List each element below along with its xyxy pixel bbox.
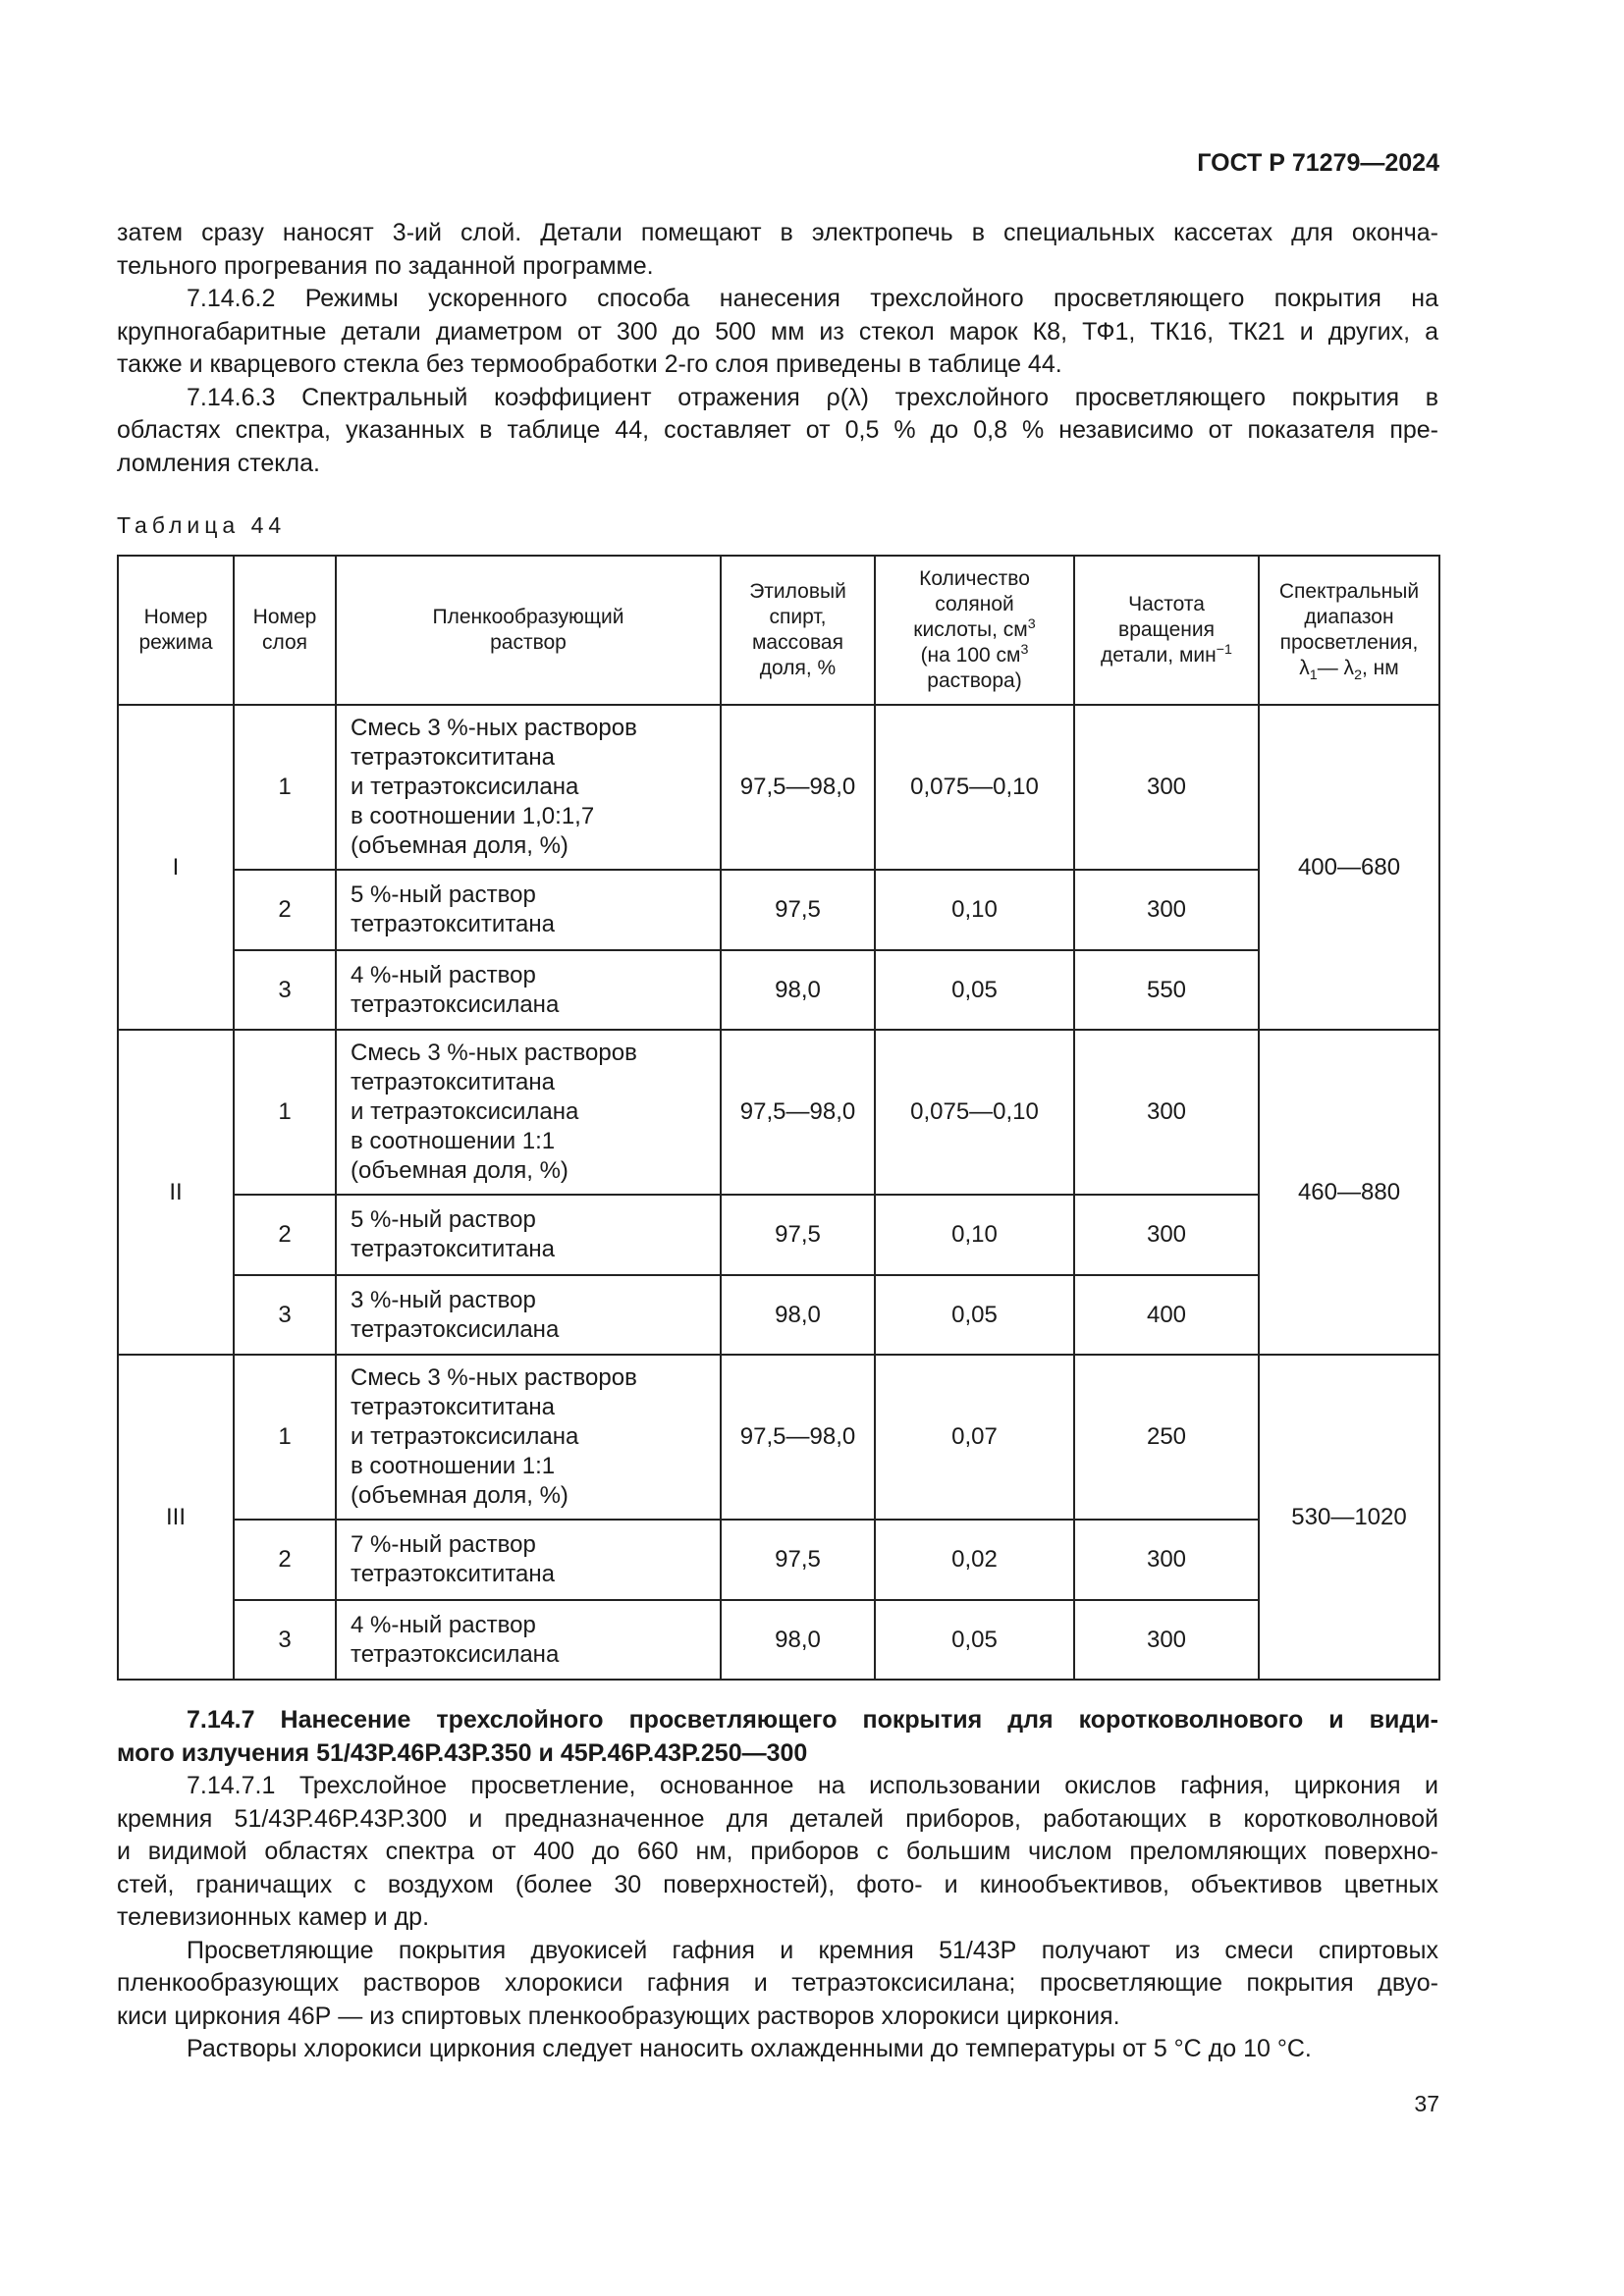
layer-number-cell: 2: [234, 1520, 336, 1600]
document-number-header: ГОСТ Р 71279—2024: [1197, 149, 1439, 177]
frequency-cell: 400: [1074, 1275, 1259, 1355]
section-7-14-7: [117, 1704, 1438, 2066]
coating-modes-table: [117, 555, 1440, 1681]
alcohol-cell: 98,0: [721, 1275, 875, 1355]
layer-number-cell: 3: [234, 1600, 336, 1680]
solution-cell: 4 %-ный раствор тетраэтоксисилана: [336, 1600, 721, 1680]
acid-cell: 0,10: [875, 870, 1074, 950]
solution-cell: Смесь 3 %-ных растворов тетраэтоксититана и тетраэтоксисилана в соотношении 1:1 (объемная доля, %): [336, 1355, 721, 1520]
frequency-cell: 300: [1074, 1195, 1259, 1275]
acid-cell: 0,07: [875, 1355, 1074, 1520]
header-spectral-range: Спектральный диапазон просветления, $\lambda_1—$ $\lambda_2$, нм: [1259, 556, 1439, 705]
spectral-range-cell: 530—1020: [1259, 1355, 1439, 1680]
alcohol-cell: 97,5—98,0: [721, 1355, 875, 1520]
solution-cell: 3 %-ный раствор тетраэтоксисилана: [336, 1275, 721, 1355]
table-row: [118, 1195, 1439, 1275]
intro-p2-line: также и кварцевого стекла без термообработки 2-го слоя приведены в таблице 44.: [117, 350, 1062, 378]
section-p2-line: пленкообразующих растворов хлорокиси гафния и тетраэтоксисилана; просветляющие покрытия двуо-: [117, 1969, 1438, 1997]
intro-p3-line: 7.14.6.3 Спектральный коэффициент отражения ρ(λ) трехслойного просветляющего покрытия в: [187, 383, 1438, 411]
frequency-cell: 300: [1074, 705, 1259, 870]
solution-cell: 4 %-ный раствор тетраэтоксисилана: [336, 950, 721, 1030]
layer-number-cell: 2: [234, 870, 336, 950]
section-p1-line: и видимой областях спектра от 400 до 660 нм, приборов с большим числом преломляющих поверхно-: [117, 1838, 1438, 1865]
header-mode-number: Номер режима: [118, 556, 234, 705]
acid-cell: 0,05: [875, 1275, 1074, 1355]
section-p3-line: Растворы хлорокиси циркония следует наносить охлажденными до температуры от 5 °С до 10 °С.: [187, 2035, 1312, 2062]
solution-cell: 5 %-ный раствор тетраэтоксититана: [336, 1195, 721, 1275]
section-p1-line: 7.14.7.1 Трехслойное просветление, основанное на использовании окислов гафния, циркония и: [187, 1772, 1438, 1799]
alcohol-cell: 97,5—98,0: [721, 1030, 875, 1195]
table-row: [118, 1030, 1439, 1195]
layer-number-cell: 1: [234, 1355, 336, 1520]
spectral-range-cell: 460—880: [1259, 1030, 1439, 1355]
intro-p3-line: областях спектра, указанных в таблице 44, составляет от 0,5 % до 0,8 % независимо от показателя пре-: [117, 416, 1438, 444]
table-caption: Таблица 44: [117, 512, 287, 538]
layer-number-cell: 3: [234, 1275, 336, 1355]
solution-cell: 5 %-ный раствор тетраэтоксититана: [336, 870, 721, 950]
spectral-range-cell: 400—680: [1259, 705, 1439, 1030]
mode-number-cell: II: [118, 1030, 234, 1355]
intro-p2-line: крупногабаритные детали диаметром от 300 до 500 мм из стекол марок К8, ТФ1, ТК16, ТК21 и других, а: [117, 317, 1438, 346]
table-row: [118, 870, 1439, 950]
frequency-cell: 300: [1074, 1030, 1259, 1195]
layer-number-cell: 2: [234, 1195, 336, 1275]
frequency-cell: 300: [1074, 1520, 1259, 1600]
acid-cell: 0,075—0,10: [875, 1030, 1074, 1195]
acid-cell: 0,075—0,10: [875, 705, 1074, 870]
solution-cell: 7 %-ный раствор тетраэтоксититана: [336, 1520, 721, 1600]
intro-p1-line: затем сразу наносят 3-ий слой. Детали помещают в электропечь в специальных кассетах для оконча-: [117, 219, 1438, 246]
alcohol-cell: 97,5: [721, 1195, 875, 1275]
acid-cell: 0,05: [875, 1600, 1074, 1680]
table-row: [118, 1355, 1439, 1520]
layer-number-cell: 3: [234, 950, 336, 1030]
acid-cell: 0,10: [875, 1195, 1074, 1275]
alcohol-cell: 97,5: [721, 870, 875, 950]
section-p2-line: киси циркония 46Р — из спиртовых пленкообразующих растворов хлорокиси циркония.: [117, 2002, 1120, 2030]
mode-number-cell: I: [118, 705, 234, 1030]
section-p1-line: телевизионных камер и др.: [117, 1903, 430, 1931]
section-p2-line: Просветляющие покрытия двуокисей гафния и кремния 51/43Р получают из смеси спиртовых: [187, 1936, 1438, 1964]
frequency-cell: 550: [1074, 950, 1259, 1030]
acid-cell: 0,02: [875, 1520, 1074, 1600]
page-number: 37: [1414, 2091, 1439, 2116]
section-p1-line: кремния 51/43Р.46Р.43Р.300 и предназначенное для деталей приборов, работающих в коротковолновой: [117, 1804, 1438, 1833]
layer-number-cell: 1: [234, 1030, 336, 1195]
acid-cell: 0,05: [875, 950, 1074, 1030]
section-heading-line: мого излучения 51/43Р.46Р.43Р.350 и 45Р.46Р.43Р.250—300: [117, 1738, 808, 1767]
table-row: [118, 1520, 1439, 1600]
layer-number-cell: 1: [234, 705, 336, 870]
intro-p3-line: ломления стекла.: [117, 449, 320, 477]
section-p1-line: стей, граничащих с воздухом (более 30 поверхностей), фото- и кинообъективов, объективов цветных: [117, 1870, 1438, 1898]
mode-number-cell: III: [118, 1355, 234, 1680]
table-row: [118, 705, 1439, 870]
header-alcohol: Этиловый спирт, массовая доля, %: [721, 556, 875, 705]
frequency-cell: 250: [1074, 1355, 1259, 1520]
frequency-cell: 300: [1074, 1600, 1259, 1680]
table-header-row: [118, 556, 1439, 705]
intro-text: [117, 217, 1438, 480]
intro-p1-line: тельного прогревания по заданной программе.: [117, 251, 654, 280]
table-row: [118, 1600, 1439, 1680]
intro-p2-line: 7.14.6.2 Режимы ускоренного способа нанесения трехслойного просветляющего покрытия на: [187, 285, 1438, 312]
solution-cell: Смесь 3 %-ных растворов тетраэтоксититана и тетраэтоксисилана в соотношении 1,0:1,7 (объемная доля, %): [336, 705, 721, 870]
header-layer-number: Номер слоя: [234, 556, 336, 705]
alcohol-cell: 98,0: [721, 1600, 875, 1680]
alcohol-cell: 97,5—98,0: [721, 705, 875, 870]
table-row: [118, 950, 1439, 1030]
alcohol-cell: 98,0: [721, 950, 875, 1030]
header-acid: Количество соляной кислоты, $см^3$ (на 100 $см^3$ раствора): [875, 556, 1074, 705]
table-row: [118, 1275, 1439, 1355]
header-rotation-frequency: Частота вращения детали, мин$^{-1}$: [1074, 556, 1259, 705]
header-solution: Пленкообразующий раствор: [336, 556, 721, 705]
section-heading-line: 7.14.7 Нанесение трехслойного просветляющего покрытия для коротковолнового и види-: [187, 1706, 1438, 1734]
alcohol-cell: 97,5: [721, 1520, 875, 1600]
frequency-cell: 300: [1074, 870, 1259, 950]
solution-cell: Смесь 3 %-ных растворов тетраэтоксититана и тетраэтоксисилана в соотношении 1:1 (объемная доля, %): [336, 1030, 721, 1195]
